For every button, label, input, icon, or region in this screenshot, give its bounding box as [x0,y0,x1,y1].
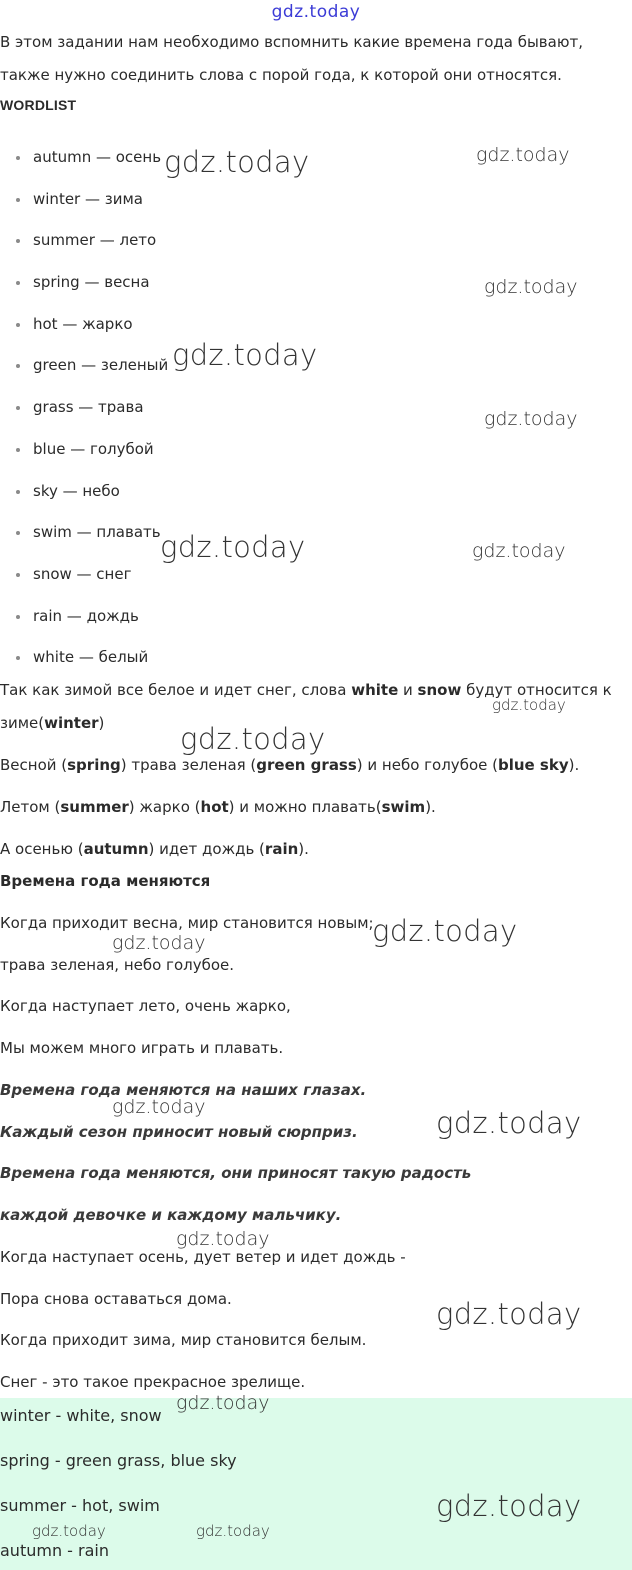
list-item: hot — жарко [14,303,168,345]
list-item: spring — весна [14,261,168,303]
text-span: ) [98,714,105,732]
keyword: white [351,681,399,699]
keyword: spring [67,756,121,774]
list-item: rain — дождь [14,595,168,637]
text-span: ) идет дождь ( [148,840,265,858]
text-span: А осенью ( [0,840,84,858]
text-span: Весной ( [0,756,68,774]
wordlist [14,136,168,678]
watermark: gdz.today [436,1297,582,1331]
explanation-spring [0,756,579,774]
keyword: green grass [256,756,357,774]
keyword: blue sky [497,756,569,774]
watermark: gdz.today [484,276,578,298]
answer-line: winter - white, snow [0,1406,162,1425]
poem-line: Пора снова оставаться дома. [0,1290,232,1308]
text-span: Летом ( [0,798,61,816]
watermark: gdz.today [472,540,566,562]
list-item: sky — небо [14,470,168,512]
explanation-winter-line2 [0,714,104,732]
poem-title: Времена года меняются [0,872,211,890]
poem-line: Времена года меняются на наших глазах. [0,1081,367,1099]
watermark: gdz.today [176,1228,270,1250]
wordlist-heading: WORDLIST [0,97,77,113]
text-span: ) и небо голубое ( [356,756,498,774]
poem-line: трава зеленая, небо голубое. [0,956,235,974]
explanation-winter-line1 [0,681,612,699]
text-span: ). [298,840,309,858]
poem-line: Когда наступает лето, очень жарко, [0,997,291,1015]
poem-line: Когда приходит весна, мир становится новым; [0,914,374,932]
poem-line: Снег - это такое прекрасное зрелище. [0,1373,306,1391]
poem-line: Времена года меняются, они приносят такую радость [0,1164,472,1182]
watermark: gdz.today [112,932,206,954]
text-span: зиме( [0,714,45,732]
watermark: gdz.today [180,722,326,756]
list-item: grass — трава [14,386,168,428]
text-span: ). [425,798,436,816]
keyword: swim [381,798,426,816]
list-item: blue — голубой [14,428,168,470]
watermark: gdz.today [436,1106,582,1140]
poem-line: Когда наступает осень, дует ветер и идет дождь - [0,1248,406,1266]
list-item: swim — плавать [14,511,168,553]
list-item: snow — снег [14,553,168,595]
list-item: winter — зима [14,178,168,220]
watermark: gdz.today [484,408,578,430]
watermark: gdz.today [196,1522,270,1540]
list-item: white — белый [14,636,168,678]
text-span: ) трава зеленая ( [120,756,257,774]
answer-line: autumn - rain [0,1541,109,1560]
watermark: gdz.today [164,145,310,179]
text-span: и [398,681,418,699]
watermark: gdz.today [436,1489,582,1523]
text-span: ) жарко ( [128,798,201,816]
text-span: ) и можно плавать( [228,798,382,816]
keyword: summer [60,798,129,816]
watermark: gdz.today [492,696,566,714]
watermark: gdz.today [176,1392,270,1414]
watermark: gdz.today [32,1522,106,1540]
watermark: gdz.today [372,914,518,948]
poem-line: Мы можем много играть и плавать. [0,1039,284,1057]
answer-line: spring - green grass, blue sky [0,1451,237,1470]
keyword: rain [264,840,299,858]
text-span: будут относится к [461,681,612,699]
keyword: hot [200,798,229,816]
intro-paragraph: В этом задании нам необходимо вспомнить какие времена года бывают, также нужно соединить слова с порой года, к которой они относятся. [0,33,583,84]
site-logo[interactable]: gdz.today [271,2,361,22]
answer-line: summer - hot, swim [0,1496,160,1515]
explanation-summer [0,798,436,816]
keyword: snow [417,681,462,699]
watermark: gdz.today [172,338,318,372]
poem-line: каждой девочке и каждому мальчику. [0,1206,342,1224]
keyword: autumn [83,840,149,858]
watermark: gdz.today [160,530,306,564]
list-item: green — зеленый [14,344,168,386]
watermark: gdz.today [476,144,570,166]
text-span: ). [568,756,580,774]
poem-line: Когда приходит зима, мир становится белым. [0,1331,367,1349]
text-span: Так как зимой все белое и идет снег, слова [0,681,352,699]
poem-line: Каждый сезон приносит новый сюрприз. [0,1123,358,1141]
watermark: gdz.today [112,1096,206,1118]
keyword: winter [44,714,99,732]
explanation-autumn [0,840,309,858]
list-item: summer — лето [14,219,168,261]
list-item: autumn — осень [14,136,168,178]
